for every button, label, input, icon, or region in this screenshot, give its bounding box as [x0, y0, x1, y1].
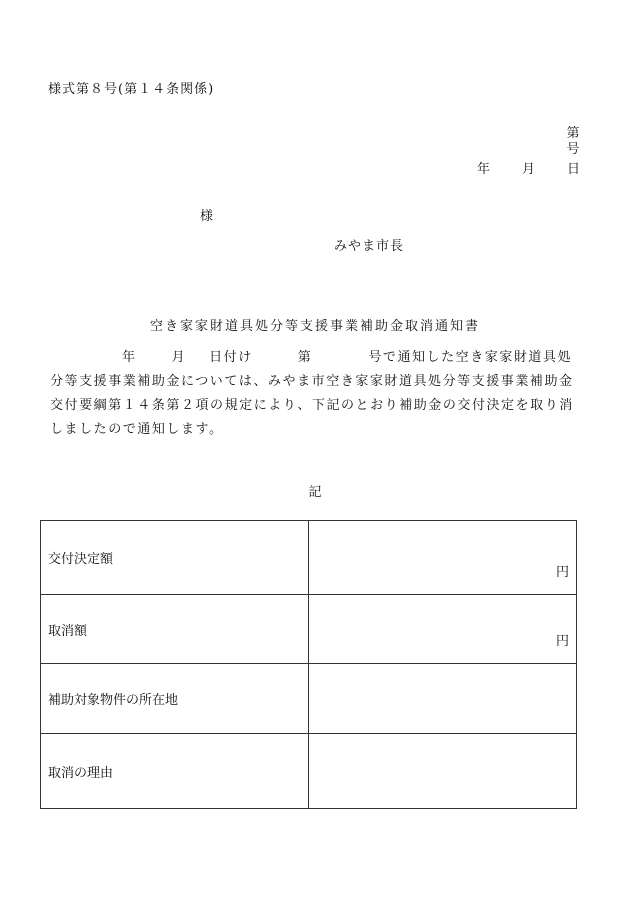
row-label: 補助対象物件の所在地 [41, 664, 309, 734]
table-row [41, 734, 577, 809]
reference-go: 号 [566, 142, 580, 157]
details-table [40, 520, 577, 809]
row-value [309, 734, 577, 809]
form-number: 様式第８号(第１４条関係) [48, 82, 215, 97]
row-value [309, 664, 577, 734]
body-text: 号で通知した空き家家財道具処分等支援事業補助金については、みやま市空き家家財道具処分等支援事業補助金交付要綱第１４条第２項の規定により、下記のとおり補助金の交付決定を取り消しましたので通知します。 [50, 350, 574, 437]
document-title: 空き家家財道具処分等支援事業補助金取消通知書 [149, 319, 480, 334]
ki-heading: 記 [308, 485, 322, 500]
body-dai: 第 [297, 350, 313, 365]
row-value: 円 [309, 595, 577, 664]
body-day-dated: 日付け [209, 350, 253, 365]
reference-number [566, 126, 580, 158]
row-label: 取消額 [41, 595, 309, 664]
table-row [41, 664, 577, 734]
issuer-name: みやま市長 [334, 239, 405, 254]
notice-body [50, 346, 584, 442]
row-value: 円 [309, 521, 577, 595]
table-row [41, 521, 577, 595]
date-day: 日 [566, 162, 580, 177]
reference-dai: 第 [566, 126, 580, 141]
body-month: 月 [171, 350, 187, 365]
addressee: 様 [200, 209, 214, 224]
table-row [41, 595, 577, 664]
issue-date [477, 158, 580, 177]
date-month: 月 [521, 162, 535, 177]
body-year: 年 [122, 350, 137, 365]
row-label: 取消の理由 [41, 734, 309, 809]
date-year: 年 [476, 162, 490, 177]
row-label: 交付決定額 [41, 521, 309, 595]
